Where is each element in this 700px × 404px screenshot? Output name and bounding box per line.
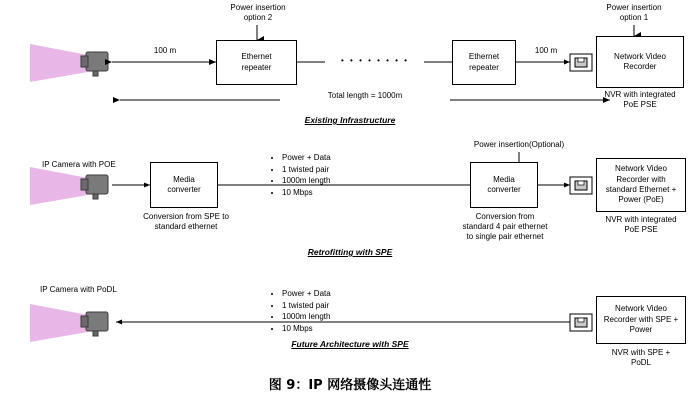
- bullet-row2-1: • 1 twisted pair: [282, 164, 392, 176]
- nvr-port-icon-row1: [570, 54, 592, 71]
- section-title-retrofit: Retrofitting with SPE: [307, 247, 393, 257]
- camera-label-row3: IP Camera with PoDL: [40, 285, 117, 294]
- bullet-row2-2: • 1000m length: [282, 175, 392, 187]
- media-converter-2-caption-line2: standard 4 pair ethernet: [462, 222, 548, 231]
- camera-label-row2: IP Camera with POE: [42, 160, 116, 169]
- figure-caption: 图 9：IP 网络摄像头连通性: [268, 378, 432, 393]
- nvr-caption-row3-line2: PoDL: [630, 358, 651, 367]
- total-length-label: Total length = 1000m: [280, 91, 450, 101]
- nvr-caption-row3: [588, 348, 694, 368]
- media-converter-1: [150, 162, 218, 208]
- nvr-caption-row1-line2: PoE PSE: [623, 100, 657, 109]
- nvr-port-icon-row2: [570, 177, 592, 194]
- camera-beam-row2: [30, 167, 88, 205]
- power-insertion-option2-label: [212, 3, 304, 23]
- nvr-row2-line4: Power (PoE): [618, 195, 664, 205]
- nvr-row1-line1: Network Video: [614, 51, 666, 61]
- media-converter-1-caption-line2: standard ethernet: [154, 222, 218, 231]
- bullet-row2-3: • 10 Mbps: [282, 187, 392, 199]
- bullet-row3-0: • Power + Data: [282, 288, 392, 300]
- nvr-caption-row2: [588, 215, 694, 235]
- nvr-row3-line1: Network Video: [615, 304, 667, 314]
- media-converter-1-line2: converter: [167, 185, 201, 194]
- nvr-row3-line3: Power: [629, 325, 653, 335]
- power-insertion-option1-line2: option 1: [619, 13, 649, 22]
- media-converter-2: [470, 162, 538, 208]
- power-insertion-optional-label: Power insertion(Optional): [473, 140, 565, 149]
- media-converter-2-line1: Media: [493, 174, 515, 184]
- ethernet-repeater-1: [216, 40, 297, 85]
- nvr-row1-line2: Recorder: [623, 62, 657, 71]
- nvr-row3-line2: Recorder with SPE +: [603, 314, 679, 324]
- section-title-existing: Existing Infrastructure: [304, 115, 396, 125]
- nvr-row2-line3: standard Ethernet +: [605, 185, 677, 194]
- nvr-caption-row1: [588, 90, 692, 110]
- power-insertion-option1-line1: Power insertion: [606, 3, 662, 12]
- power-insertion-option1-label: [588, 3, 680, 23]
- nvr-caption-row2-line2: PoE PSE: [624, 225, 658, 234]
- span-label-left-row1: 100 m: [153, 46, 177, 55]
- bullet-row3-1: • 1 twisted pair: [282, 300, 392, 312]
- ethernet-repeater-1-line2: repeater: [241, 62, 272, 72]
- ethernet-repeater-2: [452, 40, 516, 85]
- nvr-caption-row3-line1: NVR with SPE +: [611, 348, 671, 357]
- bullet-row3-2: • 1000m length: [282, 311, 392, 323]
- bullet-row2-0: • Power + Data: [282, 152, 392, 164]
- ethernet-repeater-2-line1: Ethernet: [468, 52, 500, 62]
- media-converter-2-caption-line1: Conversion from: [475, 212, 535, 221]
- media-converter-2-caption-line3: to single pair ethernet: [466, 232, 544, 241]
- nvr-box-row1: [596, 36, 684, 88]
- nvr-box-row2: [596, 158, 686, 212]
- camera-beam-row1: [30, 44, 88, 82]
- nvr-caption-row2-line1: NVR with integrated: [605, 215, 677, 224]
- media-converter-1-caption-line1: Conversion from SPE to: [143, 212, 229, 221]
- ellipsis-dots: • • • • • • • •: [341, 56, 409, 65]
- media-converter-1-caption: [124, 212, 248, 232]
- section-title-future: Future Architecture with SPE: [291, 339, 409, 349]
- power-insertion-option2-line2: option 2: [243, 13, 273, 22]
- nvr-row2-line1: Network Video: [615, 164, 667, 174]
- nvr-box-row3: [596, 296, 686, 344]
- media-converter-2-line2: converter: [487, 185, 521, 194]
- ethernet-repeater-1-line1: Ethernet: [241, 52, 272, 62]
- bullets-row3: [272, 288, 392, 334]
- nvr-port-icon-row3: [570, 314, 592, 331]
- ethernet-repeater-2-line2: repeater: [469, 62, 499, 72]
- media-converter-2-caption: [444, 212, 566, 242]
- bullets-row2: [272, 152, 392, 198]
- media-converter-1-line1: Media: [173, 174, 195, 184]
- span-label-right-row1: 100 m: [534, 46, 558, 55]
- power-insertion-option2-line1: Power insertion: [230, 3, 286, 12]
- camera-beam-row3: [30, 304, 88, 342]
- bullet-row3-3: • 10 Mbps: [282, 323, 392, 335]
- nvr-caption-row1-line1: NVR with integrated: [604, 90, 676, 99]
- nvr-row2-line2: Recorder with: [616, 174, 666, 184]
